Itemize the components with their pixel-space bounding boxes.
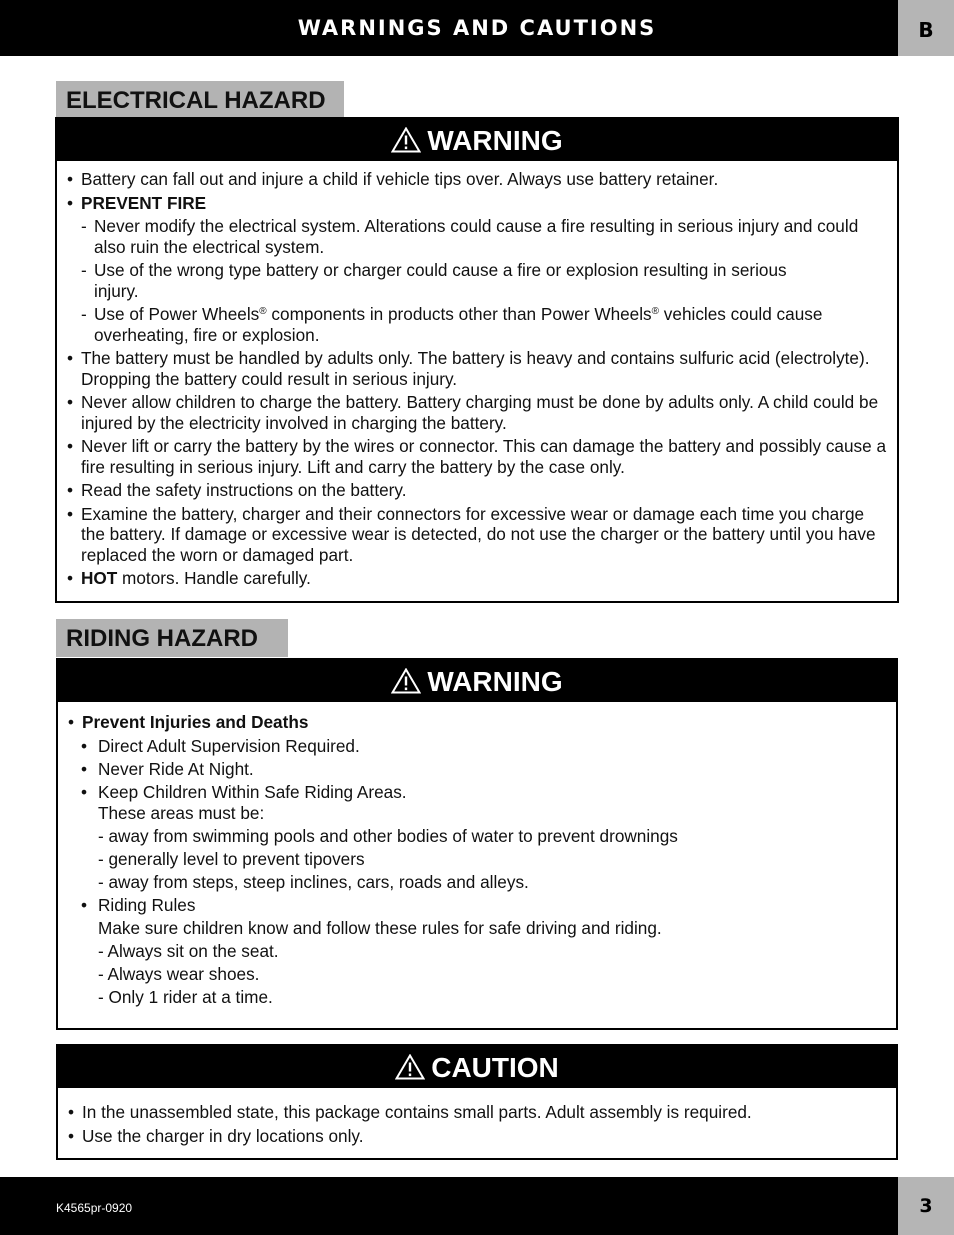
list-text: - generally level to prevent tipovers — [98, 849, 365, 869]
list-item: • HOT motors. Handle carefully. — [67, 568, 311, 588]
warning-triangle-icon — [395, 1054, 425, 1080]
warning-label: WARNING — [427, 666, 563, 697]
sub-item: - Use of the wrong type battery or charger could cause a fire or explosion resulting in serious injury. — [81, 260, 787, 301]
list-item: • Never lift or carry the battery by the wires or connector. This can damage the battery and possibly cause a fire resulting in serious injury. Lift and carry the battery by the case only. — [67, 436, 887, 477]
riding-warning-header — [58, 660, 896, 702]
riding-hazard-title: RIDING HAZARD — [66, 625, 258, 652]
caution-box — [56, 1044, 898, 1160]
list-item: • Prevent Injuries and Deaths — [68, 712, 309, 732]
list-item: • Examine the battery, charger and their connectors for excessive wear or damage each time you charge the battery. If damage or excessive wear is detected, do not use the charger or the battery until you have replaced the worn or damaged part. — [67, 503, 876, 565]
list-text: - Only 1 rider at a time. — [98, 987, 273, 1007]
electrical-warning-body — [57, 161, 897, 589]
footer-bar — [0, 1177, 898, 1235]
list-text: - Always wear shoes. — [98, 964, 260, 984]
electrical-warning-box — [55, 117, 899, 603]
sub-item: - Use of Power Wheels® components in products other than Power Wheels® vehicles could cause overheating, fire or explosion. — [81, 304, 823, 345]
page-number: 3 — [898, 1177, 954, 1235]
caution-body — [58, 1088, 896, 1146]
list-item: • PREVENT FIRE — [67, 192, 207, 213]
riding-warning-box — [56, 658, 898, 1030]
list-text: Make sure children know and follow these rules for safe driving and riding. — [98, 918, 662, 938]
list-text: - away from swimming pools and other bodies of water to prevent drownings — [98, 826, 678, 846]
list-item: • Never allow children to charge the battery. Battery charging must be done by adults only. A child could be injured by the electricity involved in charging the battery. — [67, 392, 879, 433]
document-code: K4565pr-0920 — [56, 1201, 133, 1215]
section-letter-tab: B — [898, 0, 954, 56]
list-item: • In the unassembled state, this package contains small parts. Adult assembly is required. — [68, 1102, 752, 1122]
sub-item: - Never modify the electrical system. Alterations could cause a fire resulting in serious injury and could also ruin the electrical system. — [81, 216, 859, 257]
list-text: - Always sit on the seat. — [98, 941, 279, 961]
warning-triangle-icon — [391, 668, 421, 694]
electrical-hazard-title: ELECTRICAL HAZARD — [66, 87, 326, 114]
caution-header — [58, 1046, 896, 1088]
caution-label: CAUTION — [431, 1052, 559, 1083]
list-item: • Never Ride At Night. — [81, 758, 254, 779]
riding-warning-body — [58, 702, 896, 1008]
list-item: • Use the charger in dry locations only. — [68, 1125, 364, 1146]
list-item: • Battery can fall out and injure a child if vehicle tips over. Always use battery retainer. — [67, 169, 719, 189]
list-item: • Read the safety instructions on the battery. — [67, 480, 407, 500]
list-item: • Direct Adult Supervision Required. — [81, 735, 360, 756]
list-text: These areas must be: — [98, 803, 265, 823]
electrical-hazard-heading — [56, 81, 344, 117]
riding-hazard-heading — [56, 619, 288, 657]
warning-label: WARNING — [427, 125, 563, 156]
list-item: • Keep Children Within Safe Riding Areas. — [81, 781, 407, 802]
warning-triangle-icon — [391, 127, 421, 153]
page-title: WARNINGS AND CAUTIONS — [297, 16, 657, 40]
list-item: • The battery must be handled by adults only. The battery is heavy and contains sulfuric acid (electrolyte). Dropping the battery could result in serious injury. — [67, 348, 870, 389]
list-text: - away from steps, steep inclines, cars, roads and alleys. — [98, 872, 529, 892]
electrical-warning-header — [57, 119, 897, 161]
list-item: • Riding Rules — [81, 895, 196, 915]
